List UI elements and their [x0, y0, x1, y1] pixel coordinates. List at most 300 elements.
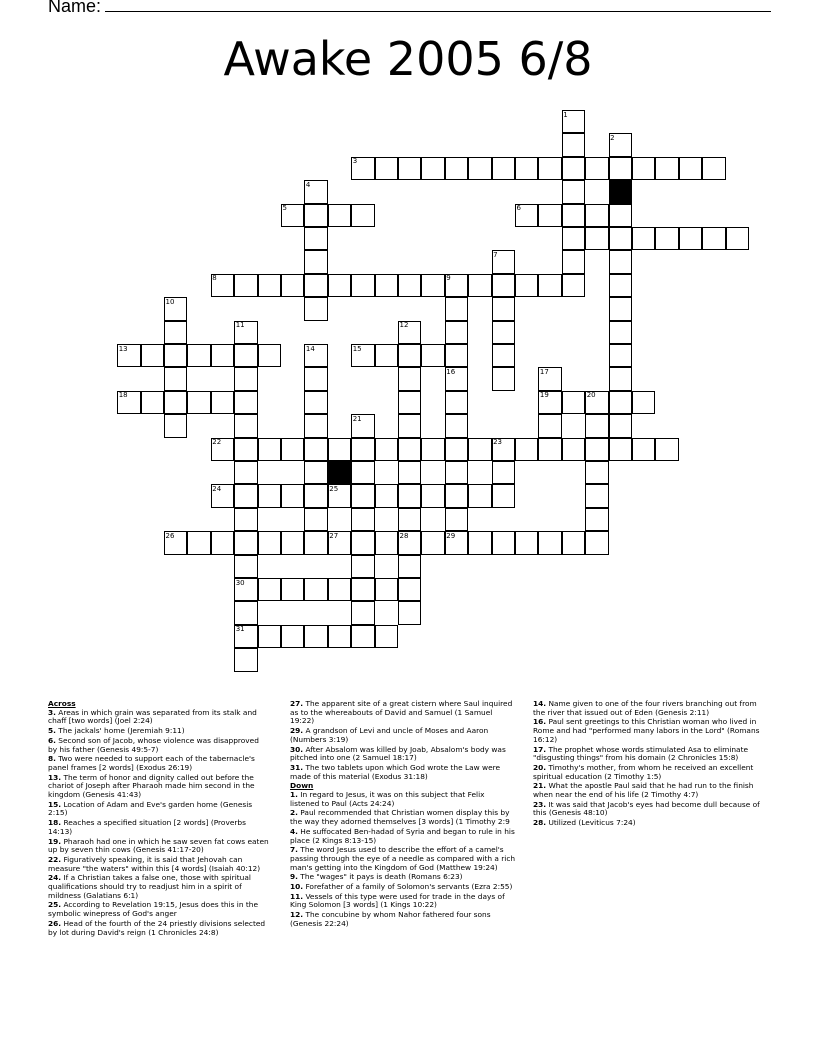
clue-item: [48, 874, 270, 900]
clue-item-number: 17.: [533, 744, 547, 754]
clue-item: [48, 755, 270, 772]
clue-item-text: In regard to Jesus, it was on this subject that Felix listened to Paul (Acts 24:24): [290, 790, 485, 808]
grid-cell[interactable]: [445, 297, 468, 320]
clue-number: 8: [212, 274, 217, 283]
grid-cell[interactable]: [492, 321, 515, 344]
grid-cell[interactable]: [234, 648, 257, 671]
clue-number: 14: [305, 344, 315, 353]
grid-cell[interactable]: [234, 531, 257, 554]
clue-heading: Down: [290, 781, 314, 791]
grid-cell[interactable]: [375, 274, 398, 297]
clue-item-text: According to Revelation 19:15, Jesus does this in the symbolic winepress of God's anger: [48, 900, 258, 919]
grid-cell[interactable]: [562, 391, 585, 414]
clue-item-text: Two were needed to support each of the tabernacle's panel frames [2 words] (Exodus 26:19): [48, 754, 255, 772]
grid-cell[interactable]: [258, 625, 281, 648]
grid-cell[interactable]: [468, 438, 491, 461]
grid-cell[interactable]: [538, 157, 561, 180]
grid-cell[interactable]: [585, 438, 608, 461]
clue-number: 25: [329, 484, 339, 493]
grid-cell[interactable]: [655, 438, 678, 461]
clue-item-number: 24.: [48, 873, 62, 883]
grid-cell[interactable]: [421, 438, 444, 461]
grid-cell[interactable]: [585, 414, 608, 437]
grid-cell[interactable]: [304, 250, 327, 273]
grid-cell[interactable]: [304, 484, 327, 507]
clue-item-number: 14.: [533, 699, 547, 708]
grid-cell[interactable]: [445, 484, 468, 507]
grid-cell[interactable]: [609, 321, 632, 344]
grid-cell[interactable]: [234, 344, 257, 367]
grid-cell[interactable]: [351, 625, 374, 648]
grid-cell[interactable]: [421, 344, 444, 367]
clue-number: 19: [539, 391, 549, 400]
grid-cell[interactable]: [609, 227, 632, 250]
grid-cell[interactable]: [492, 484, 515, 507]
grid-cell[interactable]: [258, 274, 281, 297]
grid-cell[interactable]: [304, 367, 327, 390]
clue-item-text: Pharaoh had one in which he saw seven fat cows eaten up by seven thin cows (Genesis 41:17-20): [48, 836, 269, 855]
grid-cell[interactable]: [234, 601, 257, 624]
grid-cell[interactable]: [281, 531, 304, 554]
grid-cell[interactable]: [445, 321, 468, 344]
clue-item-number: 4.: [290, 826, 298, 836]
grid-cell[interactable]: [562, 250, 585, 273]
grid-cell[interactable]: [562, 133, 585, 156]
grid-cell[interactable]: [304, 531, 327, 554]
grid-cell[interactable]: [609, 438, 632, 461]
grid-cell[interactable]: [351, 484, 374, 507]
grid-cell[interactable]: [234, 484, 257, 507]
grid-cell[interactable]: [281, 484, 304, 507]
grid-cell[interactable]: [281, 438, 304, 461]
clue-item: [48, 801, 270, 818]
grid-cell[interactable]: [304, 274, 327, 297]
grid-cell[interactable]: [164, 391, 187, 414]
grid-cell[interactable]: [492, 461, 515, 484]
grid-cell[interactable]: [351, 438, 374, 461]
clue-number: 15: [352, 344, 362, 353]
black-cell: [609, 180, 632, 203]
clue-number: 21: [352, 414, 362, 423]
grid-cell[interactable]: [632, 391, 655, 414]
clue-item-number: 16.: [533, 717, 547, 727]
grid-cell[interactable]: [328, 274, 351, 297]
clue-item-number: 31.: [290, 762, 304, 772]
grid-cell[interactable]: [398, 367, 421, 390]
clue-item-number: 18.: [48, 818, 62, 828]
clue-item: [48, 727, 270, 736]
grid-cell[interactable]: [234, 274, 257, 297]
grid-cell[interactable]: [304, 508, 327, 531]
clue-item-text: Figuratively speaking, it is said that Jehovah can measure "the waters" within this [4 words] (Isaiah 40:12): [48, 854, 261, 873]
grid-cell[interactable]: [258, 344, 281, 367]
grid-cell[interactable]: [515, 157, 538, 180]
clue-item: [290, 764, 516, 781]
grid-cell[interactable]: [234, 414, 257, 437]
grid-cell[interactable]: [609, 391, 632, 414]
grid-cell[interactable]: [421, 484, 444, 507]
clue-item-text: The prophet whose words stimulated Asa to eliminate "disgusting things" from his domain (2 Chronicles 15:8): [533, 744, 749, 763]
grid-cell[interactable]: [562, 180, 585, 203]
grid-cell[interactable]: [304, 204, 327, 227]
grid-cell[interactable]: [398, 414, 421, 437]
clue-item-text: Second son of Jacob, whose violence was disapproved by his father (Genesis 49:5-7): [48, 735, 259, 754]
clue-item-text: Timothy's mother, from whom he received an excellent spiritual education (2 Timothy 1:5): [533, 762, 754, 781]
grid-cell[interactable]: [187, 391, 210, 414]
clue-item-number: 8.: [48, 754, 56, 764]
grid-cell[interactable]: [515, 438, 538, 461]
clue-item-text: The concubine by whom Nahor fathered four sons (Genesis 22:24): [290, 910, 491, 928]
grid-cell[interactable]: [164, 344, 187, 367]
grid-cell[interactable]: [351, 555, 374, 578]
grid-cell[interactable]: [585, 508, 608, 531]
grid-cell[interactable]: [421, 157, 444, 180]
clue-item-text: Vessels of this type were used for trade in the days of King Solomon [3 words] (1 Kings 10:22): [290, 891, 505, 910]
grid-cell[interactable]: [609, 414, 632, 437]
grid-cell[interactable]: [375, 344, 398, 367]
clue-item-number: 5.: [48, 726, 56, 736]
grid-cell[interactable]: [375, 531, 398, 554]
clue-item: [290, 846, 516, 872]
grid-cell[interactable]: [258, 531, 281, 554]
grid-cell[interactable]: [164, 321, 187, 344]
clue-item-text: Head of the fourth of the 24 priestly divisions selected by lot during David's reign (1 Chronicles 24:8): [48, 918, 266, 937]
grid-cell[interactable]: [609, 297, 632, 320]
clue-item: [48, 856, 270, 873]
clue-item: [290, 700, 516, 726]
grid-cell[interactable]: [398, 274, 421, 297]
grid-cell[interactable]: [421, 274, 444, 297]
grid-cell[interactable]: [585, 204, 608, 227]
grid-cell[interactable]: [351, 601, 374, 624]
grid-cell[interactable]: [468, 274, 491, 297]
grid-cell[interactable]: [398, 578, 421, 601]
clue-number: 28: [399, 531, 409, 540]
clue-number: 17: [539, 367, 549, 376]
clue-item-number: 22.: [48, 854, 62, 864]
clue-item: [290, 828, 516, 845]
clue-item-number: 28.: [533, 818, 547, 828]
grid-cell[interactable]: [375, 438, 398, 461]
clue-item-text: After Absalom was killed by Joab, Absalom's body was pitched into one (2 Samuel 18:17): [290, 744, 506, 763]
clue-item: [533, 700, 761, 717]
grid-cell[interactable]: [445, 157, 468, 180]
grid-cell[interactable]: [164, 367, 187, 390]
grid-cell[interactable]: [609, 250, 632, 273]
clue-number: 20: [586, 391, 596, 400]
clue-column-1: [48, 700, 270, 938]
grid-cell[interactable]: [375, 625, 398, 648]
grid-cell[interactable]: [234, 555, 257, 578]
clue-item-number: 9.: [290, 872, 298, 882]
clue-item-number: 25.: [48, 900, 62, 910]
grid-cell[interactable]: [351, 204, 374, 227]
grid-cell[interactable]: [141, 344, 164, 367]
grid-cell[interactable]: [187, 531, 210, 554]
clue-item: [533, 801, 761, 818]
grid-cell[interactable]: [562, 227, 585, 250]
clue-item: [48, 737, 270, 754]
grid-cell[interactable]: [211, 391, 234, 414]
clue-item-number: 20.: [533, 762, 547, 772]
clue-item-text: The word Jesus used to describe the effort of a camel's passing through the eye of a needle as compared with a rich man's getting into the Kingdom of God (Matthew 19:24): [290, 845, 516, 872]
clue-item-number: 29.: [290, 726, 304, 736]
grid-cell[interactable]: [234, 461, 257, 484]
grid-cell[interactable]: [609, 367, 632, 390]
clue-item: [290, 883, 516, 892]
grid-cell[interactable]: [328, 438, 351, 461]
clue-item: [290, 809, 516, 826]
grid-cell[interactable]: [304, 391, 327, 414]
clue-item: [533, 746, 761, 763]
grid-cell[interactable]: [585, 157, 608, 180]
grid-cell[interactable]: [609, 344, 632, 367]
grid-cell[interactable]: [211, 531, 234, 554]
clue-item-number: 11.: [290, 891, 304, 901]
clue-number: 18: [118, 391, 128, 400]
clue-item-text: It was said that Jacob's eyes had become dull because of this (Genesis 48:10): [533, 799, 760, 818]
grid-cell[interactable]: [632, 227, 655, 250]
clue-item-text: The two tablets upon which God wrote the Law were made of this material (Exodus 31:18): [290, 762, 501, 781]
grid-cell[interactable]: [351, 274, 374, 297]
grid-cell[interactable]: [515, 274, 538, 297]
clue-number: 5: [282, 204, 287, 213]
grid-cell[interactable]: [398, 484, 421, 507]
clue-item-text: What the apostle Paul said that he had run to the finish when near the end of his life (2 Timothy 4:7): [533, 781, 754, 800]
clue-item: [290, 893, 516, 910]
grid-cell[interactable]: [258, 438, 281, 461]
grid-cell[interactable]: [468, 157, 491, 180]
grid-cell[interactable]: [281, 578, 304, 601]
clue-item: [290, 746, 516, 763]
clue-item: [48, 774, 270, 800]
grid-cell[interactable]: [328, 204, 351, 227]
grid-cell[interactable]: [421, 531, 444, 554]
clue-item: [533, 718, 761, 744]
clue-item-text: The jackals' home (Jeremiah 9:11): [55, 726, 185, 736]
grid-cell[interactable]: [398, 601, 421, 624]
grid-cell[interactable]: [211, 344, 234, 367]
grid-cell[interactable]: [304, 227, 327, 250]
grid-cell[interactable]: [141, 391, 164, 414]
clue-item-number: 23.: [533, 799, 547, 809]
grid-cell[interactable]: [398, 555, 421, 578]
grid-cell[interactable]: [492, 274, 515, 297]
clue-item: [533, 782, 761, 799]
grid-cell[interactable]: [609, 274, 632, 297]
grid-cell[interactable]: [351, 578, 374, 601]
clue-item-number: 1.: [290, 790, 298, 800]
clue-item: [48, 819, 270, 836]
clue-item-text: Reaches a specified situation [2 words] (Proverbs 14:13): [48, 818, 246, 836]
clue-item-text: Paul sent greetings to this Christian woman who lived in Rome and had "performed many labors in the Lord" (Romans 16:12): [533, 717, 760, 744]
grid-cell[interactable]: [445, 344, 468, 367]
clue-number: 24: [212, 484, 222, 493]
grid-cell[interactable]: [632, 438, 655, 461]
grid-cell[interactable]: [538, 204, 561, 227]
grid-cell[interactable]: [492, 157, 515, 180]
clue-heading: Across: [48, 699, 76, 708]
clue-number: 16: [446, 367, 456, 376]
grid-cell[interactable]: [234, 367, 257, 390]
grid-cell[interactable]: [562, 438, 585, 461]
grid-cell[interactable]: [679, 227, 702, 250]
clue-item: [533, 764, 761, 781]
page-title: Awake 2005 6/8: [223, 32, 593, 86]
clue-item-number: 10.: [290, 882, 304, 892]
clue-item-number: 13.: [48, 772, 62, 782]
clue-number: 26: [165, 531, 175, 540]
grid-cell[interactable]: [655, 157, 678, 180]
grid-cell[interactable]: [515, 531, 538, 554]
clue-number: 27: [329, 531, 339, 540]
clue-item-text: The term of honor and dignity called out before the chariot of Joseph after Pharaoh made him second in the kingdom (Genesis 41:43): [48, 772, 255, 800]
clue-item-number: 7.: [290, 845, 298, 855]
grid-cell[interactable]: [375, 578, 398, 601]
grid-cell[interactable]: [398, 157, 421, 180]
grid-cell[interactable]: [304, 438, 327, 461]
grid-cell[interactable]: [726, 227, 749, 250]
clue-item-number: 30.: [290, 744, 304, 754]
clue-item-text: A grandson of Levi and uncle of Moses and Aaron (Numbers 3:19): [290, 726, 489, 744]
grid-cell[interactable]: [234, 508, 257, 531]
grid-cell[interactable]: [375, 484, 398, 507]
grid-cell[interactable]: [468, 484, 491, 507]
grid-cell[interactable]: [234, 438, 257, 461]
grid-cell[interactable]: [445, 508, 468, 531]
grid-cell[interactable]: [562, 531, 585, 554]
grid-cell[interactable]: [585, 484, 608, 507]
grid-cell[interactable]: [562, 274, 585, 297]
grid-cell[interactable]: [304, 625, 327, 648]
clue-number: 13: [118, 344, 128, 353]
grid-cell[interactable]: [609, 204, 632, 227]
grid-cell[interactable]: [258, 484, 281, 507]
grid-cell[interactable]: [585, 461, 608, 484]
clue-item-number: 6.: [48, 735, 56, 745]
grid-cell[interactable]: [538, 414, 561, 437]
grid-cell[interactable]: [585, 531, 608, 554]
grid-cell[interactable]: [445, 414, 468, 437]
clue-item: [533, 819, 761, 828]
grid-cell[interactable]: [398, 508, 421, 531]
clue-item: [48, 709, 270, 726]
clue-item: [290, 873, 516, 882]
clue-item-number: 3.: [48, 707, 56, 717]
grid-cell[interactable]: [492, 531, 515, 554]
clue-item-text: Paul recommended that Christian women display this by the way they adorned themselves [3 words] (1 Timothy 2:9: [290, 808, 510, 827]
grid-cell[interactable]: [492, 367, 515, 390]
grid-cell[interactable]: [538, 438, 561, 461]
clue-item: [48, 838, 270, 855]
clue-item-number: 26.: [48, 918, 62, 928]
clue-number: 7: [493, 250, 498, 259]
grid-cell[interactable]: [655, 227, 678, 250]
clue-number: 31: [235, 625, 245, 634]
grid-cell[interactable]: [468, 531, 491, 554]
grid-cell[interactable]: [445, 391, 468, 414]
black-cell: [328, 461, 351, 484]
grid-cell[interactable]: [351, 461, 374, 484]
grid-cell[interactable]: [398, 438, 421, 461]
grid-cell[interactable]: [585, 227, 608, 250]
grid-cell[interactable]: [187, 344, 210, 367]
clue-item-number: 12.: [290, 910, 304, 920]
grid-cell[interactable]: [445, 438, 468, 461]
clue-item-text: Forefather of a family of Solomon's servants (Ezra 2:55): [303, 882, 513, 892]
grid-cell[interactable]: [304, 461, 327, 484]
grid-cell[interactable]: [258, 578, 281, 601]
clue-item-number: 21.: [533, 781, 547, 791]
clue-number: 23: [493, 438, 503, 447]
clue-number: 6: [516, 204, 521, 213]
grid-cell[interactable]: [492, 344, 515, 367]
grid-cell[interactable]: [351, 508, 374, 531]
clue-item-text: Areas in which grain was separated from its stalk and chaff [two words] (Joel 2:24): [48, 707, 257, 726]
clue-number: 12: [399, 321, 409, 330]
clue-number: 11: [235, 321, 245, 330]
grid-cell[interactable]: [398, 344, 421, 367]
clue-number: 2: [610, 133, 615, 142]
grid-cell[interactable]: [304, 414, 327, 437]
grid-cell[interactable]: [492, 297, 515, 320]
clue-item-number: 27.: [290, 699, 304, 708]
name-label: Name:: [48, 0, 102, 16]
grid-cell[interactable]: [632, 157, 655, 180]
clue-number: 3: [352, 157, 358, 166]
grid-cell[interactable]: [351, 531, 374, 554]
grid-cell[interactable]: [304, 578, 327, 601]
grid-cell[interactable]: [679, 157, 702, 180]
clue-item: [48, 901, 270, 918]
clue-number: 10: [165, 297, 175, 306]
clue-item-text: He suffocated Ben-hadad of Syria and began to rule in his place (2 Kings 8:13-15): [290, 826, 515, 845]
grid-cell[interactable]: [702, 227, 725, 250]
grid-cell[interactable]: [281, 274, 304, 297]
clue-number: 9: [446, 274, 451, 283]
clue-item-text: Utilized (Leviticus 7:24): [546, 818, 636, 828]
grid-cell[interactable]: [375, 157, 398, 180]
grid-cell[interactable]: [398, 461, 421, 484]
grid-cell[interactable]: [538, 531, 561, 554]
clue-column-3: [533, 700, 761, 829]
grid-cell[interactable]: [538, 274, 561, 297]
grid-cell[interactable]: [281, 625, 304, 648]
grid-cell[interactable]: [445, 461, 468, 484]
clue-item-text: Name given to one of the four rivers branching out from the river that issued out of Eden (Genesis 2:11): [533, 699, 757, 717]
grid-cell[interactable]: [562, 204, 585, 227]
clue-number: 30: [235, 578, 245, 587]
clue-number: 29: [446, 531, 456, 540]
clue-item: [48, 920, 270, 937]
clue-column-2: [290, 700, 516, 930]
grid-cell[interactable]: [398, 391, 421, 414]
grid-cell[interactable]: [328, 625, 351, 648]
grid-cell[interactable]: [234, 391, 257, 414]
clue-number: 4: [305, 180, 311, 189]
grid-cell[interactable]: [164, 414, 187, 437]
clue-item-number: 2.: [290, 808, 298, 818]
grid-cell[interactable]: [562, 157, 585, 180]
clue-item-text: The apparent site of a great cistern where Saul inquired as to the whereabouts of David and Samuel (1 Samuel 19:22): [290, 699, 513, 726]
grid-cell[interactable]: [609, 157, 632, 180]
clue-number: 1: [563, 110, 568, 119]
grid-cell[interactable]: [702, 157, 725, 180]
clue-item: [290, 727, 516, 744]
grid-cell[interactable]: [328, 578, 351, 601]
grid-cell[interactable]: [304, 297, 327, 320]
clue-item-number: 15.: [48, 799, 62, 809]
